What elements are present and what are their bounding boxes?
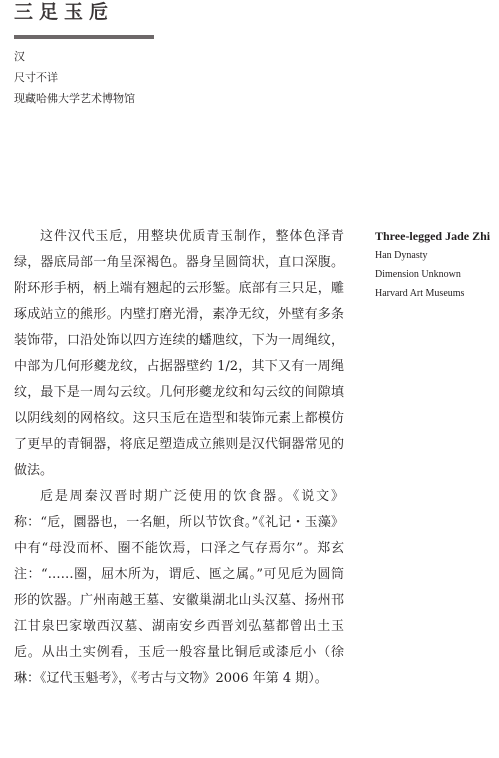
meta-dimension-cn: 尺寸不详 <box>14 71 58 84</box>
meta-collection-cn: 现藏哈佛大学艺术博物馆 <box>14 92 135 105</box>
meta-dynasty-en: Han Dynasty <box>375 250 428 261</box>
title-underline <box>14 35 154 39</box>
body-paragraph-2: 卮是周秦汉晋时期广泛使用的饮食器。《说文》称：“卮，圜器也，一名觛，所以节饮食。”《礼记・玉藻》中有“母没而杯、圈不能饮焉，口泽之气存焉尔”。郑玄注：“……圈，屈木所为，谓卮、匜之属。”可见卮为圆筒形的饮器。广州南越王墓、安徽巢湖北山头汉墓、扬州邗江甘泉巴家墩西汉墓、湖南安乡西晋刘弘墓都曾出土玉卮。从出土实例看，玉卮一般容量比铜卮或漆卮小（徐琳：《辽代玉魁考》，《考古与文物》2006 年第 4 期）。 <box>14 489 344 686</box>
body-paragraph-1: 这件汉代玉卮，用整块优质青玉制作，整体色泽青绿，器底局部一角呈深褐色。器身呈圆筒状，直口深腹。附环形手柄，柄上端有翘起的云形錾。底部有三只足，雕琢成站立的熊形。内壁打磨光滑，素净无纹，外壁有多条装饰带，口沿处饰以四方连续的蟠虺纹，下为一周绳纹，中部为几何形夔龙纹，占据器壁约 1/2，其下又有一周绳纹，最下是一周勾云纹。几何形夔龙纹和勾云纹的间隙填以阴线刻的网格纹。这只玉卮在造型和装饰元素上都模仿了更早的青铜器，将底足塑造成立熊则是汉代铜器常见的做法。 <box>14 229 344 478</box>
meta-title-en: Three-legged Jade Zhi <box>375 229 491 243</box>
meta-dimension-en: Dimension Unknown <box>375 269 461 280</box>
meta-collection-en: Harvard Art Museums <box>375 288 465 299</box>
artifact-meta-chinese <box>14 46 135 109</box>
meta-dynasty-cn: 汉 <box>14 50 25 63</box>
article-body <box>14 224 344 692</box>
artifact-meta-english <box>375 226 499 303</box>
page-title: 三足玉卮 <box>14 1 115 23</box>
